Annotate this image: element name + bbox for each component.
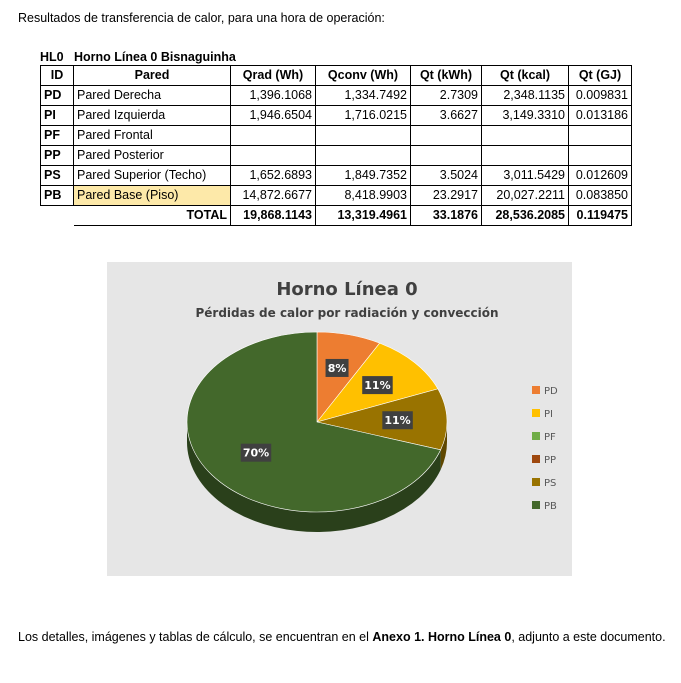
legend-label-pf: PF bbox=[544, 432, 556, 443]
row-qt-gj bbox=[569, 146, 632, 166]
legend-label-ps: PS bbox=[544, 478, 557, 489]
row-qrad: 1,946.6504 bbox=[231, 106, 316, 126]
row-qrad: 1,652.6893 bbox=[231, 166, 316, 186]
intro-text: Resultados de transferencia de calor, para una hora de operación: bbox=[18, 11, 385, 25]
row-qrad: 1,396.1068 bbox=[231, 86, 316, 106]
header-id: ID bbox=[41, 66, 74, 86]
legend-swatch-pp bbox=[532, 455, 540, 463]
legend-label-pb: PB bbox=[544, 501, 557, 512]
total-blank bbox=[41, 206, 74, 226]
row-qconv bbox=[316, 146, 411, 166]
row-pared-highlighted: Pared Base (Piso) bbox=[74, 186, 231, 206]
row-qt-kcal: 20,027.2211 bbox=[482, 186, 569, 206]
header-qconv: Qconv (Wh) bbox=[316, 66, 411, 86]
table-total-row bbox=[41, 206, 632, 226]
row-qt-kwh bbox=[411, 126, 482, 146]
row-qt-gj: 0.009831 bbox=[569, 86, 632, 106]
row-qt-kwh: 3.6627 bbox=[411, 106, 482, 126]
total-qt-gj: 0.119475 bbox=[569, 206, 632, 226]
row-pared: Pared Posterior bbox=[74, 146, 231, 166]
row-pared: Pared Superior (Techo) bbox=[74, 166, 231, 186]
data-label-pd: 8% bbox=[327, 361, 347, 375]
closing-annex-ref: Anexo 1. Horno Línea 0 bbox=[372, 630, 512, 644]
legend-label-pd: PD bbox=[544, 386, 558, 397]
header-qt-kcal: Qt (kcal) bbox=[482, 66, 569, 86]
table-title-text: Horno Línea 0 Bisnaguinha bbox=[74, 50, 236, 64]
row-qt-gj: 0.013186 bbox=[569, 106, 632, 126]
row-id: PB bbox=[41, 186, 74, 206]
legend-label-pp: PP bbox=[544, 455, 557, 466]
row-qt-kcal: 3,149.3310 bbox=[482, 106, 569, 126]
pie-chart bbox=[107, 262, 572, 576]
legend-swatch-pi bbox=[532, 409, 540, 417]
row-qt-kcal: 3,011.5429 bbox=[482, 166, 569, 186]
data-label-ps: 11% bbox=[384, 414, 411, 428]
closing-paragraph bbox=[18, 629, 668, 646]
row-qt-gj: 0.012609 bbox=[569, 166, 632, 186]
legend-swatch-pf bbox=[532, 432, 540, 440]
row-id: PS bbox=[41, 166, 74, 186]
row-pared: Pared Frontal bbox=[74, 126, 231, 146]
chart-subtitle: Pérdidas de calor por radiación y convección bbox=[195, 306, 499, 320]
header-qt-kwh: Qt (kWh) bbox=[411, 66, 482, 86]
pie-chart-panel bbox=[107, 262, 572, 576]
legend-swatch-pd bbox=[532, 386, 540, 394]
table-title bbox=[40, 49, 632, 65]
row-qconv: 1,849.7352 bbox=[316, 166, 411, 186]
row-id: PP bbox=[41, 146, 74, 166]
row-id: PD bbox=[41, 86, 74, 106]
row-qconv bbox=[316, 126, 411, 146]
row-id: PI bbox=[41, 106, 74, 126]
row-qt-kwh: 23.2917 bbox=[411, 186, 482, 206]
chart-legend bbox=[532, 386, 558, 512]
table-row bbox=[41, 146, 632, 166]
legend-swatch-pb bbox=[532, 501, 540, 509]
total-qt-kcal: 28,536.2085 bbox=[482, 206, 569, 226]
row-qt-kwh: 3.5024 bbox=[411, 166, 482, 186]
row-pared: Pared Izquierda bbox=[74, 106, 231, 126]
row-qt-kcal: 2,348.1135 bbox=[482, 86, 569, 106]
closing-text-after: , adjunto a este documento. bbox=[511, 630, 666, 644]
table-header-row bbox=[41, 66, 632, 86]
closing-text-before: Los detalles, imágenes y tablas de cálculo, se encuentran en el bbox=[18, 630, 373, 644]
total-label: TOTAL bbox=[74, 206, 231, 226]
header-qt-gj: Qt (GJ) bbox=[569, 66, 632, 86]
table-row bbox=[41, 186, 632, 206]
table-code: HL0 bbox=[40, 50, 64, 64]
row-qrad bbox=[231, 146, 316, 166]
row-qconv: 8,418.9903 bbox=[316, 186, 411, 206]
row-qt-kwh: 2.7309 bbox=[411, 86, 482, 106]
row-qt-kwh bbox=[411, 146, 482, 166]
row-qconv: 1,334.7492 bbox=[316, 86, 411, 106]
row-pared: Pared Derecha bbox=[74, 86, 231, 106]
total-qt-kwh: 33.1876 bbox=[411, 206, 482, 226]
header-qrad: Qrad (Wh) bbox=[231, 66, 316, 86]
data-label-pi: 11% bbox=[364, 379, 391, 393]
table-row bbox=[41, 86, 632, 106]
legend-label-pi: PI bbox=[544, 409, 553, 420]
heat-transfer-table bbox=[40, 65, 632, 226]
total-qrad: 19,868.1143 bbox=[231, 206, 316, 226]
row-qt-kcal bbox=[482, 146, 569, 166]
legend-swatch-ps bbox=[532, 478, 540, 486]
row-qt-gj bbox=[569, 126, 632, 146]
total-qconv: 13,319.4961 bbox=[316, 206, 411, 226]
table-row bbox=[41, 166, 632, 186]
data-label-pb: 70% bbox=[242, 446, 270, 460]
row-qt-kcal bbox=[482, 126, 569, 146]
header-pared: Pared bbox=[74, 66, 231, 86]
row-id: PF bbox=[41, 126, 74, 146]
table-row bbox=[41, 126, 632, 146]
heat-transfer-table-block bbox=[40, 49, 632, 226]
row-qrad: 14,872.6677 bbox=[231, 186, 316, 206]
table-row bbox=[41, 106, 632, 126]
row-qconv: 1,716.0215 bbox=[316, 106, 411, 126]
row-qrad bbox=[231, 126, 316, 146]
row-qt-gj: 0.083850 bbox=[569, 186, 632, 206]
chart-title: Horno Línea 0 bbox=[276, 279, 418, 300]
